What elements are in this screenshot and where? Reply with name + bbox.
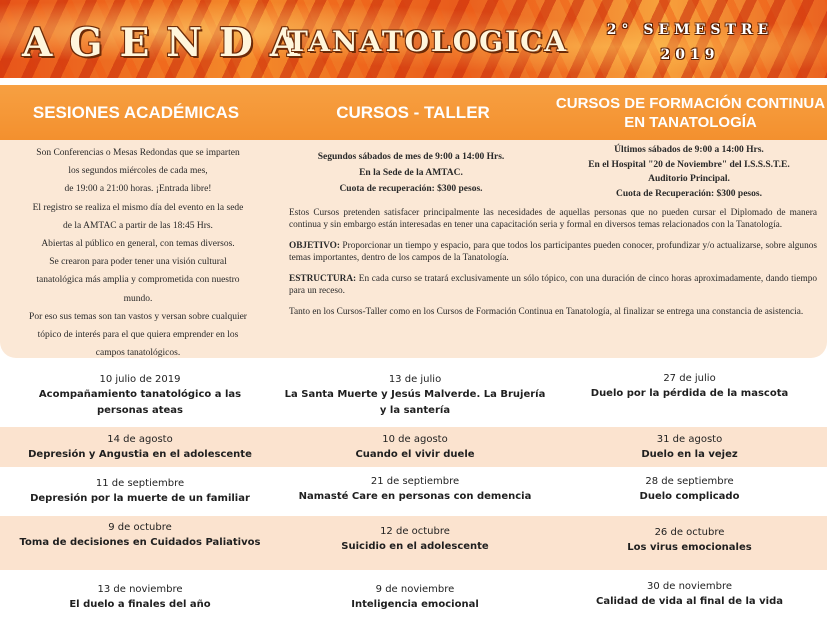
semester-label	[600, 18, 780, 68]
formacion-line: Cuota de Recuperación: $300 pesos.	[616, 188, 762, 199]
schedule-cell-sesion	[14, 521, 266, 551]
event-topic: Los virus emocionales	[627, 542, 752, 553]
sesiones-line: Son Conferencias o Mesas Redondas que se imparten	[36, 148, 240, 158]
intro-paragraph: Estos Cursos pretenden satisfacer principalmente las necesidades de aquellas personas que no pueden cursar el Diplomado de manera continua y sin embargo están interesadas en tener una capacitación seria y formal en diversos temas relacionados con la Tanatología.	[289, 208, 817, 230]
event-topic: Inteligencia emocional	[351, 599, 479, 610]
sesiones-line: Abiertas al público en general, con temas diversos.	[41, 239, 235, 250]
column-title-cursos-taller: CURSOS - TALLER	[336, 102, 490, 122]
event-date: 13 de noviembre	[97, 584, 183, 595]
formacion-continua-details	[560, 143, 818, 201]
header-banner	[0, 0, 827, 78]
schedule-cell-curso	[280, 583, 550, 613]
title-agenda: AGENDA	[22, 20, 318, 66]
event-date: 10 julio de 2019	[99, 374, 181, 385]
sesiones-line: de 19:00 a 21:00 horas. ¡Entrada libre!	[64, 184, 212, 195]
schedule-row-july	[0, 370, 827, 424]
schedule-row-august	[0, 427, 827, 467]
estructura-paragraph	[289, 273, 817, 297]
schedule-cell-curso	[280, 475, 550, 505]
event-topic: El duelo a finales del año	[69, 599, 211, 610]
event-date: 10 de agosto	[382, 434, 448, 445]
estructura-text: En cada curso se tratará exclusivamente un sólo tópico, con una duración de cinco horas aproximadamente, dando tiempo para un receso.	[289, 274, 817, 296]
schedule-cell-sesion	[14, 433, 266, 463]
schedule-cell-sesion	[14, 583, 266, 613]
cursos-description	[289, 207, 817, 327]
sesiones-line: campos tanatológicos.	[95, 348, 181, 359]
formacion-line: En el Hospital "20 de Noviembre" del I.S.S.S.T.E.	[588, 159, 790, 170]
event-date: 12 de octubre	[380, 526, 450, 537]
event-date: 21 de septiembre	[370, 476, 460, 487]
schedule-cell-curso	[280, 373, 550, 419]
sesiones-line: los segundos miércoles de cada mes,	[68, 166, 208, 177]
event-topic: Toma de decisiones en Cuidados Paliativos	[19, 537, 261, 548]
event-topic: La Santa Muerte y Jesús Malverde. La Brujería y la santería	[284, 389, 546, 416]
event-topic: Duelo por la pérdida de la mascota	[590, 388, 789, 399]
info-panel	[0, 140, 827, 358]
event-date: 28 de septiembre	[645, 476, 734, 487]
semester-line: 2° SEMESTRE	[606, 22, 774, 38]
schedule-row-november	[0, 574, 827, 626]
schedule-cell-curso	[280, 525, 550, 555]
event-date: 30 de noviembre	[646, 581, 733, 592]
event-date: 27 de julio	[663, 373, 716, 384]
event-date: 9 de octubre	[108, 522, 172, 533]
schedule-row-september	[0, 470, 827, 514]
event-date: 11 de septiembre	[95, 478, 185, 489]
objetivo-paragraph	[289, 240, 817, 264]
event-date: 31 de agosto	[656, 434, 723, 445]
schedule-cell-sesion	[14, 477, 266, 507]
column-title-sesiones: SESIONES ACADÉMICAS	[32, 102, 240, 122]
schedule-cell-formacion	[562, 372, 817, 402]
objetivo-text: Proporcionar un tiempo y espacio, para que todos los participantes pueden conocer, profundizar y/o actualizarse, sobre algunos temas importantes, dentro de los campos de la Tanatología.	[289, 241, 817, 263]
column-header-band	[0, 85, 827, 140]
schedule-cell-formacion	[562, 433, 817, 463]
title-tanatologica: TANATOLOGICA	[287, 25, 569, 58]
sesiones-line: El registro se realiza el mismo día del evento en la sede	[32, 202, 244, 213]
cursos-taller-details	[282, 149, 540, 197]
event-topic: Calidad de vida al final de la vida	[595, 596, 784, 607]
sesiones-line: tópico de interés para el que quiera emprender en los	[37, 330, 239, 341]
cursos-line: Cuota de recuperación: $300 pesos.	[339, 184, 483, 194]
sesiones-line: tanatológica más amplia y comprometida con nuestro	[36, 275, 240, 286]
column-title-formacion-continua: CURSOS DE FORMACIÓN CONTINUA EN TANATOLOGÍA	[555, 94, 826, 131]
event-topic: Suicidio en el adolescente	[341, 541, 489, 552]
event-topic: Cuando el vivir duele	[355, 449, 475, 460]
event-topic: Acompañamiento tanatológico a las personas ateas	[38, 389, 242, 416]
sesiones-line: Se crearon para poder tener una visión cultural	[49, 257, 227, 268]
sesiones-description	[10, 144, 266, 362]
cursos-line: En la Sede de la AMTAC.	[359, 168, 463, 178]
event-topic: Namasté Care en personas con demencia	[298, 491, 532, 502]
schedule-cell-formacion	[562, 526, 817, 556]
event-topic: Duelo en la vejez	[641, 449, 738, 460]
event-topic: Depresión y Angustia en el adolescente	[28, 449, 252, 460]
formacion-line: Auditorio Principal.	[648, 174, 730, 184]
event-date: 13 de julio	[388, 374, 442, 385]
schedule-cell-formacion	[562, 580, 817, 610]
event-date: 14 de agosto	[107, 434, 173, 445]
event-date: 9 de noviembre	[375, 584, 455, 595]
semester-year: 2019	[660, 47, 720, 63]
sesiones-line: Por eso sus temas son tan vastos y versan sobre cualquier	[29, 311, 247, 322]
schedule-cell-formacion	[562, 475, 817, 505]
sesiones-line: mundo.	[123, 293, 153, 304]
schedule-row-october	[0, 516, 827, 570]
schedule-cell-sesion	[14, 373, 266, 419]
event-topic: Depresión por la muerte de un familiar	[30, 493, 250, 504]
event-topic: Duelo complicado	[639, 491, 740, 502]
schedule-cell-curso	[280, 433, 550, 463]
sesiones-line: de la AMTAC a partir de las 18:45 Hrs.	[63, 220, 213, 231]
formacion-line: Últimos sábados de 9:00 a 14:00 Hrs.	[614, 145, 764, 155]
cursos-line: Segundos sábados de mes de 9:00 a 14:00 Hrs.	[317, 152, 505, 162]
closing-paragraph: Tanto en los Cursos-Taller como en los Cursos de Formación Continua en Tanatología, al finalizar se entrega una constancia de asistencia.	[289, 307, 804, 317]
event-date: 26 de octubre	[654, 527, 725, 538]
objetivo-label: OBJETIVO:	[289, 241, 340, 251]
estructura-label: ESTRUCTURA:	[289, 274, 357, 284]
